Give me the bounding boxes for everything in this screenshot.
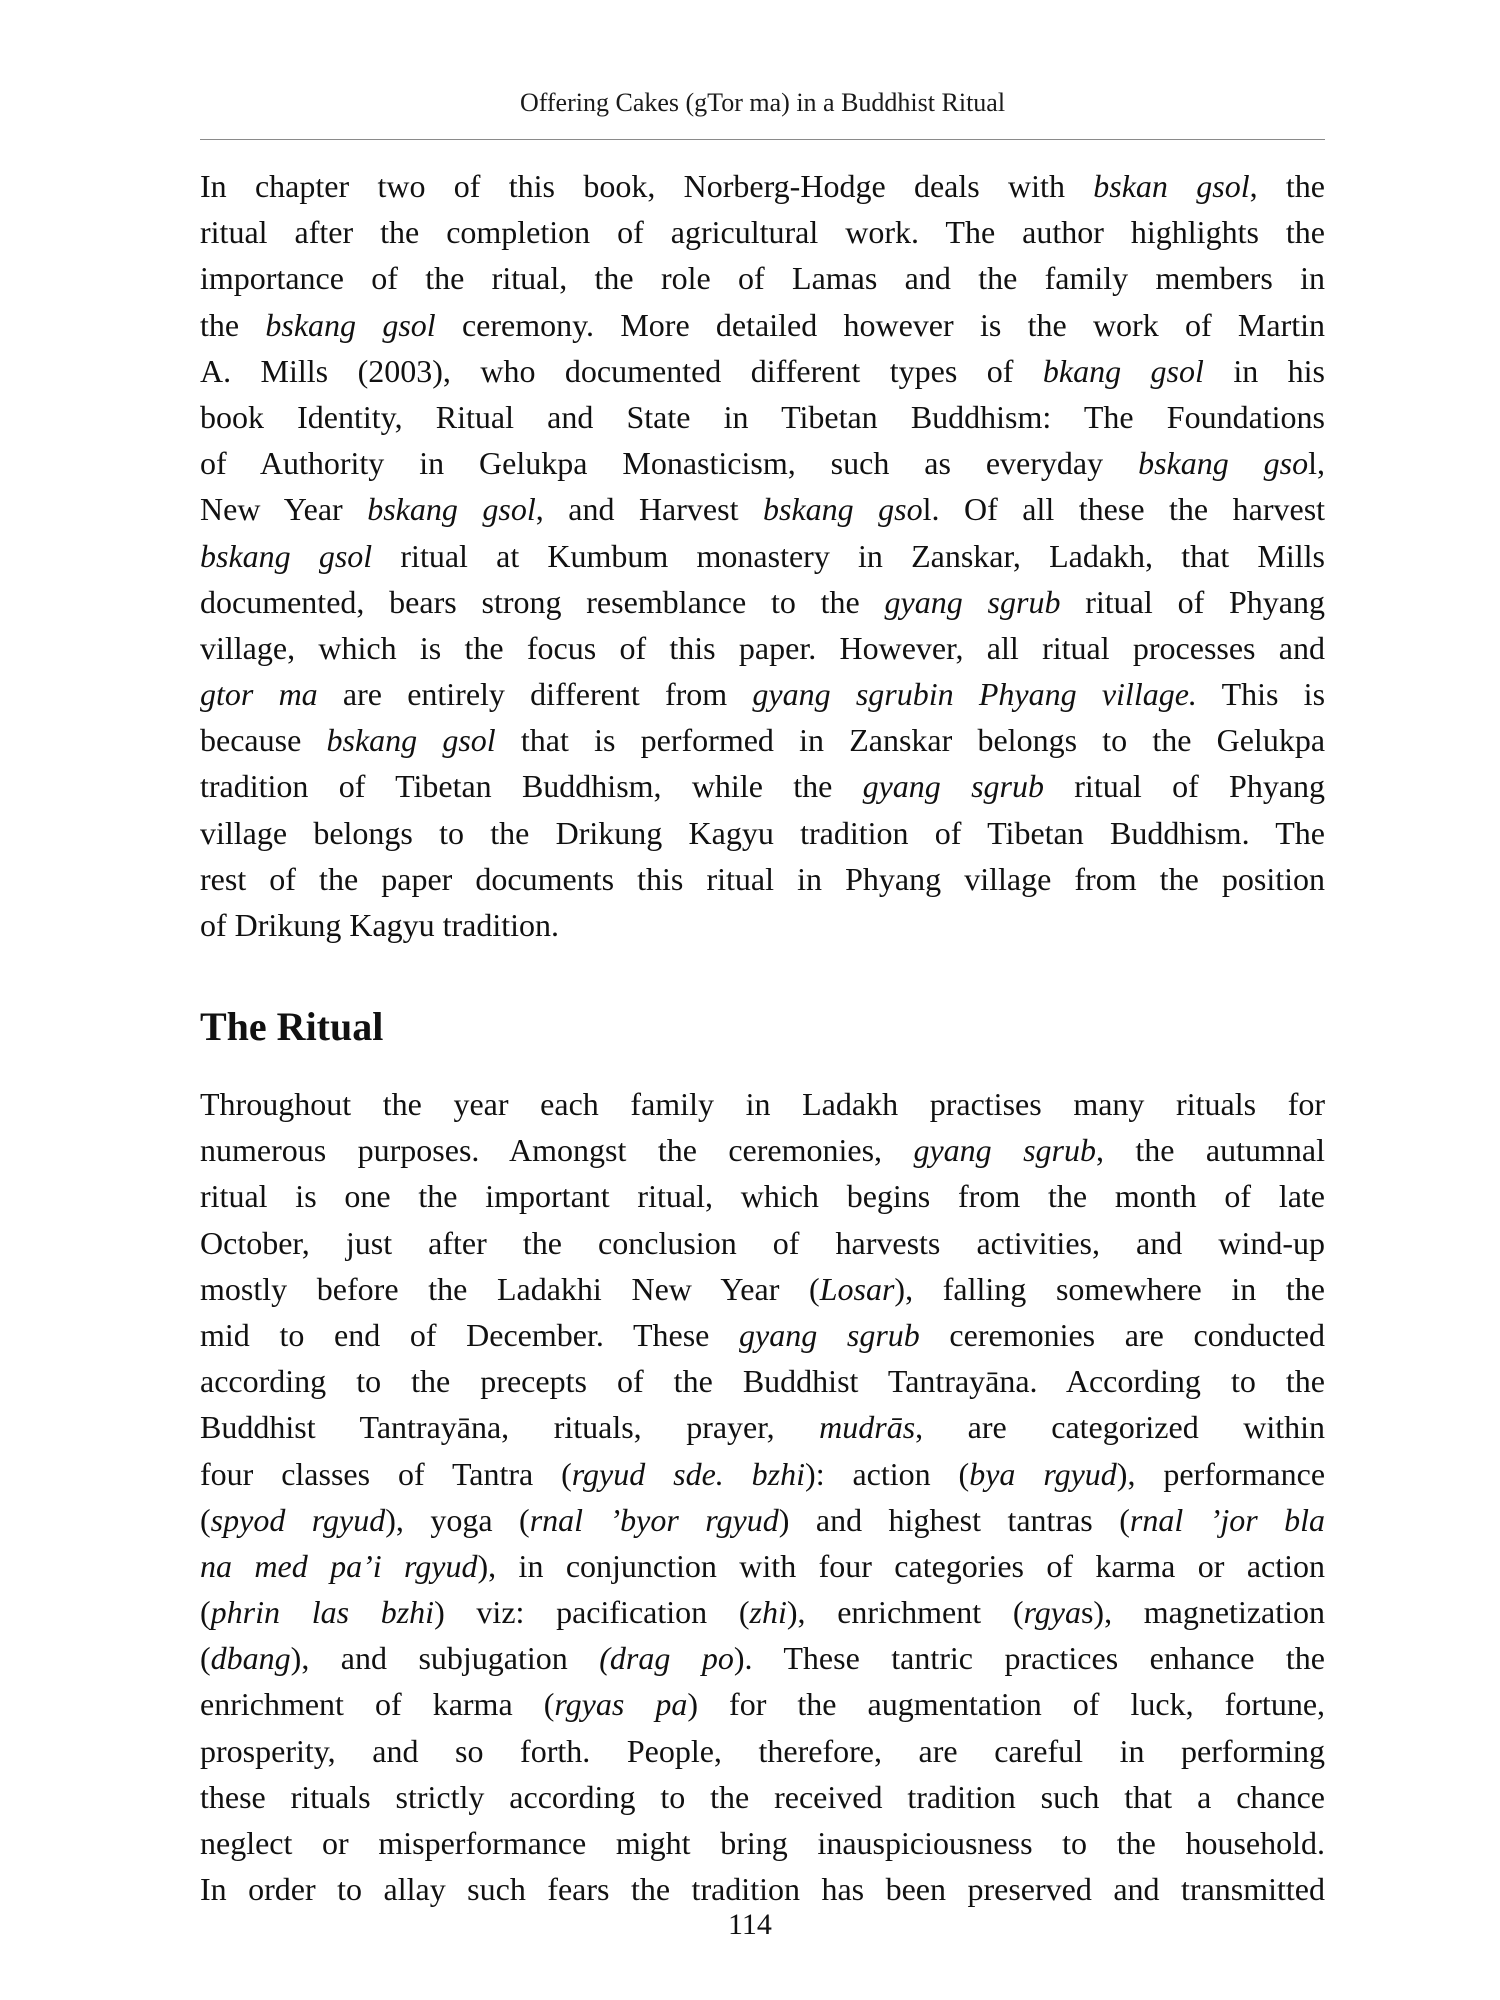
- italic-term: bskang gsol: [326, 722, 496, 759]
- text-run: of Authority in Gelukpa Monasticism, such as everyday: [200, 445, 1139, 482]
- text-line: [200, 440, 1325, 486]
- text-line: [200, 1820, 1325, 1866]
- italic-term: gyang sgrub: [862, 768, 1044, 805]
- italic-term: bskang gsol: [265, 306, 436, 343]
- italic-term: rgyud sde. bzhi: [571, 1455, 806, 1492]
- text-run: documented, bears strong resemblance to the: [200, 583, 885, 620]
- text-run: book Identity, Ritual and State in Tibetan Buddhism: The Foundations: [200, 398, 1325, 435]
- paragraph-1: [200, 163, 1325, 948]
- text-line: [200, 1635, 1325, 1681]
- text-line: [200, 1681, 1325, 1727]
- italic-term: (drag po: [599, 1640, 734, 1677]
- text-run: mostly before the Ladakhi New Year (: [200, 1270, 820, 1307]
- text-line: [200, 302, 1325, 348]
- text-line: [200, 1543, 1325, 1589]
- text-line: [200, 1266, 1325, 1312]
- italic-term: gyang sgrub: [913, 1132, 1096, 1169]
- text-line: [200, 671, 1325, 717]
- page-number: 114: [728, 1908, 772, 1941]
- text-run: rest of the paper documents this ritual in Phyang village from the position: [200, 860, 1325, 897]
- text-run: ) viz: pacification (: [434, 1594, 750, 1631]
- text-line: [200, 1358, 1325, 1404]
- text-run: ), yoga (: [385, 1501, 530, 1538]
- text-run: are entirely different from: [317, 676, 753, 713]
- text-run: ), performance: [1116, 1455, 1326, 1492]
- italic-term: rgyas pa: [554, 1686, 688, 1723]
- italic-term: gtor ma: [200, 676, 318, 713]
- italic-term: gyang sgrubin Phyang village.: [752, 676, 1197, 713]
- text-run: ): action (: [805, 1455, 970, 1492]
- italic-term: gyang sgrub: [739, 1316, 920, 1353]
- text-line: [200, 1127, 1325, 1173]
- italic-term: bkang gsol: [1042, 352, 1204, 389]
- text-run: (: [200, 1594, 211, 1631]
- italic-term: na med pa’i rgyud: [200, 1547, 478, 1584]
- text-run: ritual at Kumbum monastery in Zanskar, Ladakh, that Mills: [372, 537, 1326, 574]
- text-run: l,: [1308, 445, 1326, 482]
- text-line: [200, 533, 1325, 579]
- text-line: [200, 810, 1325, 856]
- text-run: ceremonies are conducted: [919, 1316, 1325, 1353]
- text-run: ritual of Phyang: [1060, 583, 1326, 620]
- text-run: ) for the augmentation of luck, fortune,: [687, 1686, 1326, 1723]
- text-run: A. Mills (2003), who documented different types of: [200, 352, 1043, 389]
- text-run: In chapter two of this book, Norberg-Hodge deals with: [200, 168, 1094, 204]
- italic-term: gyang sgrub: [884, 583, 1061, 620]
- text-run: because: [200, 722, 327, 759]
- text-run: , the: [1249, 168, 1326, 204]
- text-run: village, which is the focus of this paper. However, all ritual processes and: [200, 629, 1325, 666]
- text-line: [200, 856, 1325, 902]
- text-run: the: [200, 306, 266, 343]
- text-run: (: [200, 1640, 211, 1677]
- section-heading: The Ritual: [200, 1004, 384, 1049]
- italic-term: rgya: [1023, 1594, 1081, 1631]
- text-run: according to the precepts of the Buddhist Tantrayāna. According to the: [200, 1363, 1325, 1400]
- text-run: that is performed in Zanskar belongs to the Gelukpa: [495, 722, 1326, 759]
- italic-term: bya rgyud: [969, 1455, 1117, 1492]
- text-line: [200, 579, 1325, 625]
- italic-term: rnal ’jor bla: [1129, 1501, 1326, 1538]
- text-run: ). These tantric practices enhance the: [733, 1640, 1325, 1677]
- text-run: these rituals strictly according to the received tradition such that a chance: [200, 1778, 1325, 1815]
- text-run: four classes of Tantra (: [200, 1455, 572, 1492]
- text-run: ), and subjugation: [290, 1640, 600, 1677]
- text-run: ), enrichment (: [786, 1594, 1024, 1631]
- italic-term: mudrās: [819, 1409, 916, 1446]
- italic-term: bskang gsol: [200, 537, 373, 574]
- text-line: [200, 255, 1325, 301]
- text-run: enrichment of karma (: [200, 1686, 555, 1723]
- text-run: numerous purposes. Amongst the ceremonies,: [200, 1132, 914, 1169]
- text-line: [200, 902, 1325, 948]
- text-run: s), magnetization: [1080, 1594, 1326, 1631]
- text-run: in his: [1203, 352, 1326, 389]
- text-line: [200, 1774, 1325, 1820]
- text-run: of Drikung Kagyu tradition.: [200, 907, 560, 943]
- text-line: [200, 394, 1325, 440]
- text-run: ), in conjunction with four categories of karma or action: [477, 1547, 1325, 1584]
- text-run: Buddhist Tantrayāna, rituals, prayer,: [200, 1409, 820, 1446]
- italic-term: zhi: [749, 1594, 787, 1631]
- italic-term: spyod rgyud: [210, 1501, 386, 1538]
- text-line: [200, 1220, 1325, 1266]
- italic-term: rnal ’byor rgyud: [529, 1501, 779, 1538]
- text-run: ), falling somewhere in the: [894, 1270, 1326, 1307]
- text-run: prosperity, and so forth. People, therefore, are careful in performing: [200, 1732, 1325, 1769]
- text-line: [200, 1312, 1325, 1358]
- text-line: [200, 163, 1325, 209]
- text-run: tradition of Tibetan Buddhism, while the: [200, 768, 863, 805]
- text-run: ) and highest tantras (: [778, 1501, 1130, 1538]
- text-run: ritual after the completion of agricultural work. The author highlights the: [200, 214, 1325, 251]
- text-run: New Year: [200, 491, 368, 528]
- text-run: village belongs to the Drikung Kagyu tradition of Tibetan Buddhism. The: [200, 814, 1325, 851]
- text-line: [200, 486, 1325, 532]
- text-run: , the autumnal: [1095, 1132, 1325, 1169]
- text-line: [200, 348, 1325, 394]
- text-line: [200, 763, 1325, 809]
- text-line: [200, 1081, 1325, 1127]
- text-line: [200, 209, 1325, 255]
- text-run: This is: [1196, 676, 1326, 713]
- text-run: ritual is one the important ritual, which begins from the month of late: [200, 1178, 1325, 1215]
- italic-term: bskang gso: [762, 491, 923, 528]
- text-run: , are categorized within: [915, 1409, 1326, 1446]
- text-run: l. Of all these the harvest: [922, 491, 1326, 528]
- header-rule: [200, 139, 1325, 140]
- italic-term: bskang gsol: [367, 491, 536, 528]
- italic-term: dbang: [210, 1640, 291, 1677]
- italic-term: bskan gsol: [1093, 168, 1250, 204]
- text-line: [200, 717, 1325, 763]
- text-run: neglect or misperformance might bring inauspiciousness to the household.: [200, 1825, 1325, 1861]
- text-line: [200, 1497, 1325, 1543]
- text-line: [200, 1404, 1325, 1450]
- text-run: (: [200, 1501, 211, 1538]
- text-run: ceremony. More detailed however is the work of Martin: [435, 306, 1326, 343]
- text-line: [200, 1451, 1325, 1497]
- paragraph-2: [200, 1081, 1325, 1912]
- text-line: [200, 625, 1325, 671]
- italic-term: bskang gso: [1138, 445, 1309, 482]
- text-run: , and Harvest: [535, 491, 763, 528]
- italic-term: phrin las bzhi: [210, 1594, 435, 1631]
- running-head: Offering Cakes (gTor ma) in a Buddhist Ritual: [519, 88, 1006, 117]
- text-line: [200, 1866, 1325, 1912]
- text-line: [200, 1173, 1325, 1219]
- text-run: Throughout the year each family in Ladakh practises many rituals for: [200, 1086, 1325, 1122]
- text-run: ritual of Phyang: [1043, 768, 1326, 805]
- text-line: [200, 1728, 1325, 1774]
- italic-term: Losar: [819, 1270, 895, 1307]
- text-run: importance of the ritual, the role of Lamas and the family members in: [200, 260, 1325, 297]
- text-run: mid to end of December. These: [200, 1316, 739, 1353]
- text-line: [200, 1589, 1325, 1635]
- text-run: In order to allay such fears the tradition has been preserved and transmitted: [200, 1871, 1325, 1908]
- text-run: October, just after the conclusion of harvests activities, and wind-up: [200, 1224, 1325, 1261]
